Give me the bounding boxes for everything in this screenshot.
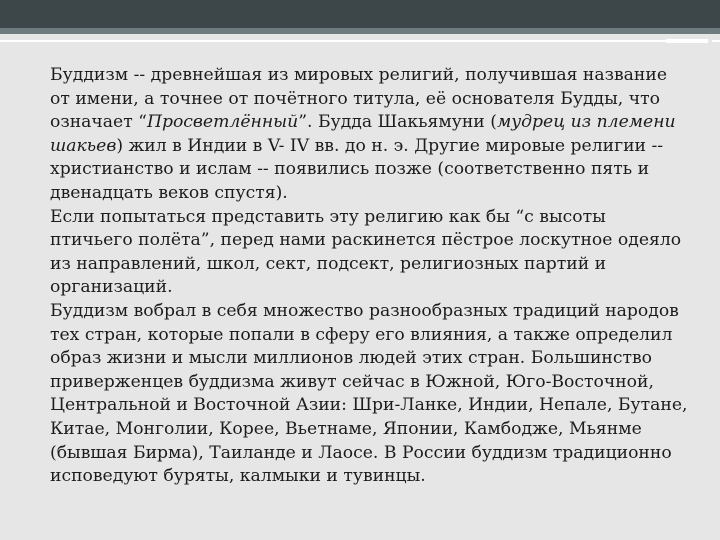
text-segment: Буддизм -- древнейшая из мировых религий, получившая название от имени, а точнее от почётного титула, её основателя Будды, что означает “ [50, 65, 668, 133]
paragraph-spread [50, 300, 690, 489]
slide-body-text [50, 64, 690, 489]
text-segment: Если попытаться представить эту религию как бы “с высоты птичьего полёта”, перед нами раскинется пёстрое лоскутное одеяло из направлений, школ, сект, подсект, религиозных партий и организаций. [50, 206, 682, 298]
paragraph-birds-eye-view [50, 206, 690, 300]
text-segment: Буддизм вобрал в себя множество разнообразных традиций народов тех стран, которые попали в сферу его влияния, а также определил образ жизни и мысли миллионов людей этих стран. Большинство приверженцев буддизма живут сейчас в Южной, Юго-Восточной, Центральной и Восточной Азии: Шри-Ланке, Индии, Непале, Бутане, Китае, Монголии, Корее, Вьетнаме, Японии, Камбодже, Мьянме (бывшая Бирма), Таиланде и Лаосе. В России буддизм традиционно исповедуют буряты, калмыки и тувинцы. [50, 300, 688, 487]
text-segment-italic: Просветлённый [146, 112, 299, 133]
text-segment: ”. Будда Шакьямуни ( [298, 112, 497, 133]
divider-tail [712, 40, 720, 42]
divider-line [0, 40, 690, 42]
text-segment: ) жил в Индии в V- IV вв. до н. э. Другие мировые религии -- христианство и ислам -- появились позже (соответственно пять и двенадцать веков спустя). [50, 135, 664, 203]
text-segment-italic: мудрец из племени шакьев [50, 112, 676, 156]
divider-accent [666, 39, 708, 43]
paragraph-buddhism-origin [50, 64, 690, 206]
header-stripe [0, 28, 720, 34]
header-band [0, 0, 720, 28]
